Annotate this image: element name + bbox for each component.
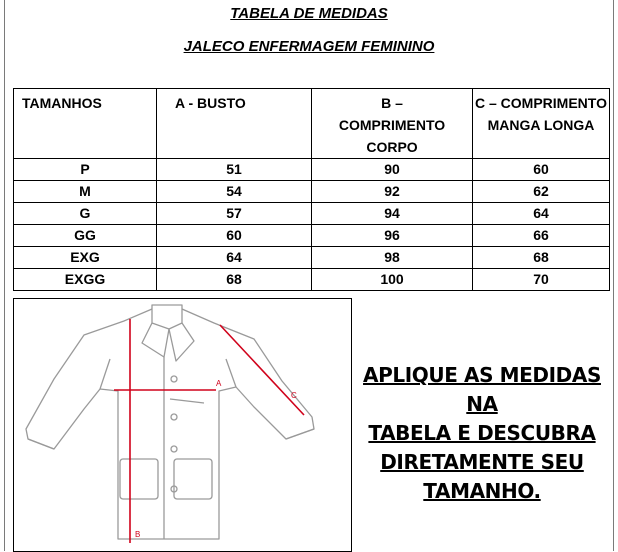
label-a: A (216, 379, 222, 388)
header-comprimento-corpo-text: B – COMPRIMENTO CORPO (338, 95, 446, 155)
table-row (14, 247, 610, 269)
right-lapel (169, 323, 194, 361)
cell-busto: 64 (157, 247, 312, 269)
header-comprimento-corpo (312, 89, 473, 159)
cell-size: EXG (14, 247, 157, 269)
right-pocket (174, 459, 212, 499)
sleeve-measure-line (220, 325, 304, 415)
cell-busto: 60 (157, 225, 312, 247)
cell-manga: 70 (473, 269, 610, 291)
cell-size: GG (14, 225, 157, 247)
collar-back (152, 305, 182, 329)
table-row (14, 181, 610, 203)
left-armhole (100, 359, 110, 389)
cell-size: G (14, 203, 157, 225)
cell-corpo: 94 (312, 203, 473, 225)
page-title: TABELA DE MEDIDAS (230, 5, 388, 22)
table-header-row (14, 89, 610, 159)
lab-coat-diagram-icon (14, 299, 351, 551)
instruction-text (356, 361, 608, 506)
table-row (14, 159, 610, 181)
cell-corpo: 96 (312, 225, 473, 247)
left-pocket (120, 459, 158, 499)
header-busto: A - BUSTO (157, 89, 312, 159)
cell-manga: 60 (473, 159, 610, 181)
header-tamanhos: TAMANHOS (14, 89, 157, 159)
cell-size: EXGG (14, 269, 157, 291)
size-table (13, 88, 610, 291)
instruction-line-4: TAMANHO. (423, 479, 541, 503)
header-comprimento-manga (473, 89, 610, 159)
lab-coat-illustration (13, 298, 352, 552)
table-row (14, 203, 610, 225)
cell-corpo: 92 (312, 181, 473, 203)
instruction-line-1: APLIQUE AS MEDIDAS NA (363, 363, 601, 416)
page-subtitle: JALECO ENFERMAGEM FEMININO (183, 38, 435, 55)
left-cuff (28, 439, 54, 449)
cell-manga: 66 (473, 225, 610, 247)
cell-busto: 51 (157, 159, 312, 181)
cell-size: P (14, 159, 157, 181)
cell-busto: 57 (157, 203, 312, 225)
button-icon (171, 446, 177, 452)
table-row (14, 225, 610, 247)
right-cuff (286, 429, 314, 439)
cell-corpo: 90 (312, 159, 473, 181)
instruction-line-2: TABELA E DESCUBRA (368, 421, 596, 445)
cell-manga: 62 (473, 181, 610, 203)
cell-manga: 68 (473, 247, 610, 269)
right-armhole (226, 359, 236, 387)
cell-busto: 54 (157, 181, 312, 203)
cell-manga: 64 (473, 203, 610, 225)
cell-corpo: 100 (312, 269, 473, 291)
label-c: C (291, 391, 297, 400)
cell-size: M (14, 181, 157, 203)
header-comprimento-manga-text: C – COMPRIMENTO MANGA LONGA (475, 95, 607, 133)
cell-busto: 68 (157, 269, 312, 291)
instruction-line-3: DIRETAMENTE SEU (380, 450, 584, 474)
table-row (14, 269, 610, 291)
button-icon (171, 414, 177, 420)
label-b: B (135, 530, 141, 539)
button-icon (171, 376, 177, 382)
cell-corpo: 98 (312, 247, 473, 269)
chest-pocket (170, 399, 204, 403)
coat-outline (26, 309, 314, 539)
